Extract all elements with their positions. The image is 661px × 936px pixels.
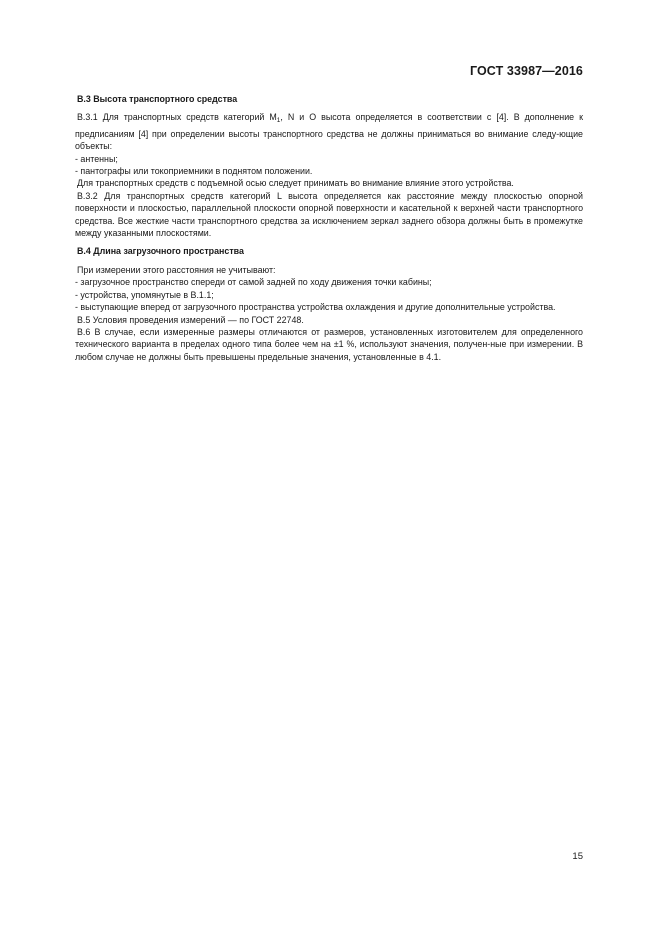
- list-item-pantographs: - пантографы или токоприемники в поднятом положении.: [75, 166, 313, 177]
- paragraph-b3-1: [75, 111, 583, 152]
- page-number: 15: [572, 851, 583, 862]
- paragraph-b3-1-end: , N и O высота определяется в соответствии с [4]. В дополнение к предписаниям [4] при определении высоты транспортного средства не должны приниматься во внимание следу-ющие объекты:: [75, 112, 583, 152]
- list-item-antennas: - антенны;: [75, 153, 118, 164]
- paragraph-b4-intro: При измерении этого расстояния не учитывают:: [77, 264, 276, 275]
- paragraph-b6: B.6 В случае, если измеренные размеры отличаются от размеров, установленных изготовителем для определенного технического варианта в пределах одного типа более чем на ±1 %, используют значения, получен-ные при измерении. В любом случае не должны быть превышены предельные значения, установленные в 4.1.: [75, 326, 583, 362]
- section-b3-title: B.3 Высота транспортного средства: [77, 94, 238, 104]
- paragraph-b3-2: B.3.2 Для транспортных средств категорий L высота определяется как расстояние между плоскостью опорной поверхности и плоскостью, параллельной плоскости опорной поверхности и касательной к верхней части транспортного средства. Все жесткие части транспортного средства за исключением зеркал заднего обзора должны быть в промежутке между указанными плоскостями.: [75, 190, 583, 239]
- list-item-cooling: - выступающие вперед от загрузочного пространства устройства охлаждения и другие дополнительные устройства.: [75, 302, 556, 313]
- section-b4-title: B.4 Длина загрузочного пространства: [77, 246, 244, 257]
- paragraph-b5: B.5 Условия проведения измерений — по ГОСТ 22748.: [77, 314, 304, 325]
- list-item-cargo-front: - загрузочное пространство спереди от самой задней по ходу движения точки кабины;: [75, 277, 432, 288]
- document-body: [75, 93, 583, 363]
- document-code: ГОСТ 33987—2016: [469, 64, 583, 78]
- list-item-devices: - устройства, упомянутые в В.1.1;: [75, 289, 214, 300]
- paragraph-lift-axle: Для транспортных средств с подъемной осью следует принимать во внимание влияние этого устройства.: [77, 178, 514, 189]
- paragraph-b3-1-start: B.3.1 Для транспортных средств категорий M: [77, 112, 277, 123]
- category-subscript: 1: [276, 117, 281, 125]
